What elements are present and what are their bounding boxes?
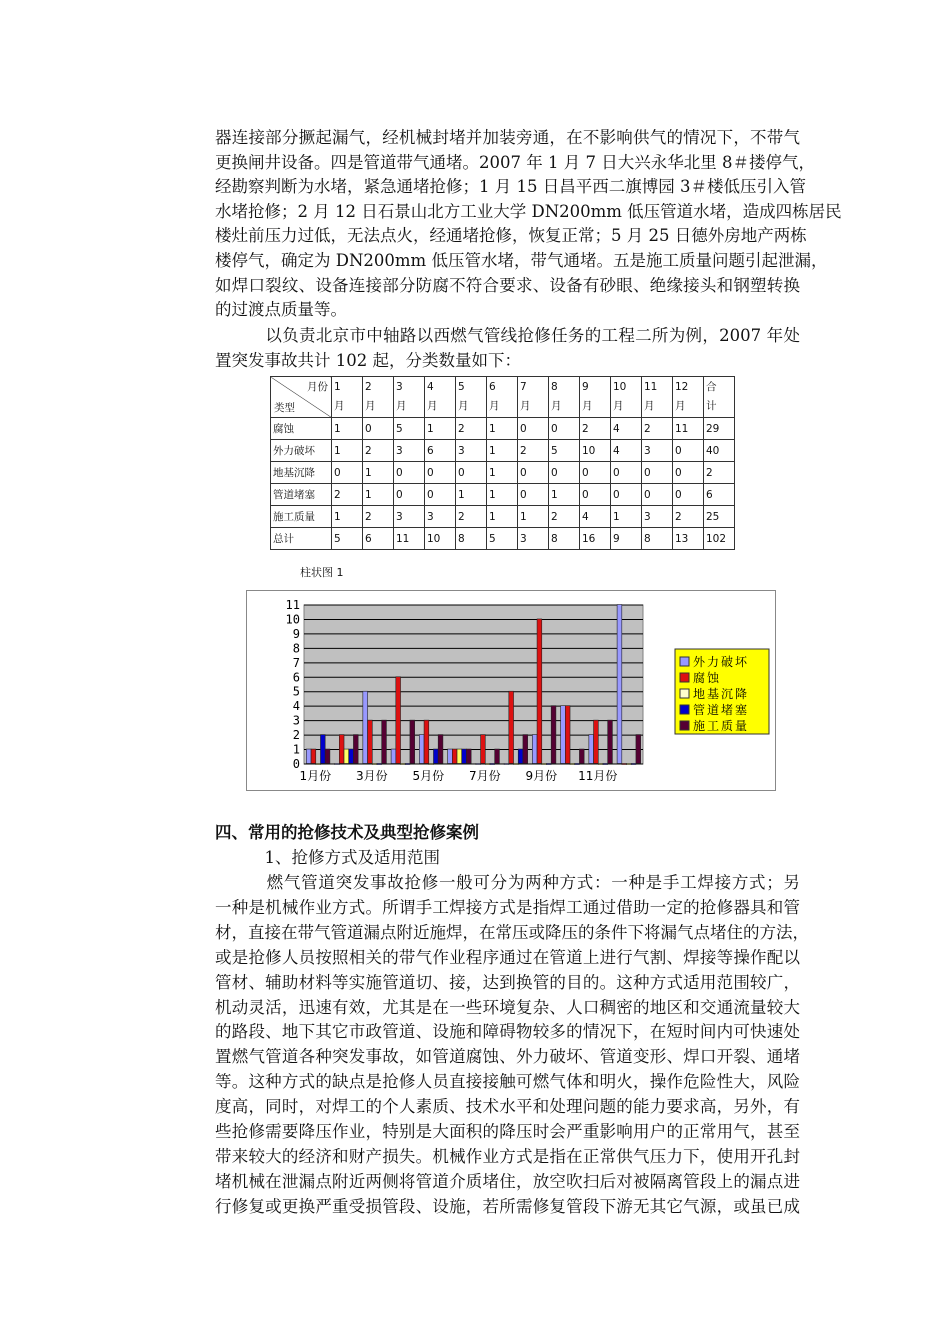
bar-腐蚀	[311, 749, 316, 763]
table-cell: 9	[611, 528, 642, 550]
table-cell: 2	[456, 418, 487, 440]
table-cell: 0	[611, 462, 642, 484]
bar-外力破坏	[504, 764, 509, 765]
table-cell: 2	[673, 506, 704, 528]
table-cell: 0	[549, 462, 580, 484]
table-cell: 0	[518, 484, 549, 506]
table-cell: 8	[642, 528, 673, 550]
chart-caption: 柱状图 1	[300, 566, 344, 579]
bar-地基沉降	[344, 749, 349, 763]
table-cell: 3	[394, 440, 425, 462]
text-line: 更换闸井设备。四是管道带气通堵。2007 年 1 月 7 日大兴永华北里 8＃搂停气，	[215, 152, 815, 172]
bar-外力破坏	[448, 749, 453, 763]
bar-外力破坏	[335, 764, 340, 765]
bar-外力破坏	[476, 764, 481, 765]
table-cell: 1	[363, 462, 394, 484]
table-cell: 2	[580, 418, 611, 440]
bar-腐蚀	[396, 677, 401, 764]
bar-管道堵塞	[320, 735, 325, 764]
table-cell: 1	[332, 506, 363, 528]
text-line: 堵机械在泄漏点附近两侧将管道介质堵住，放空吹扫后对被隔离管段上的漏点进	[215, 1171, 800, 1191]
text-line: 楼停气，确定为 DN200mm 低压管水堵，带气通堵。五是施工质量问题引起泄漏，	[215, 251, 828, 270]
bar-腐蚀	[509, 691, 514, 763]
bar-管道堵塞	[349, 749, 354, 763]
y-tick-label: 1	[292, 742, 300, 757]
table-cell: 10	[580, 440, 611, 462]
table-cell: 2	[456, 506, 487, 528]
corner-type-label: 类型	[274, 402, 295, 414]
bar-地基沉降	[457, 749, 462, 763]
text-line: 楼灶前压力过低，无法点火，经通堵抢修，恢复正常；5 月 25 日德外房地产两栋	[215, 226, 807, 246]
column-header: 1 月	[332, 377, 363, 418]
bar-外力破坏	[419, 735, 424, 764]
corner-month-label: 月份	[307, 381, 328, 393]
table-cell: 2	[549, 506, 580, 528]
table-cell: 1	[487, 418, 518, 440]
table-cell: 2	[642, 418, 673, 440]
table-cell: 5	[487, 528, 518, 550]
text-line: 机动灵活，迅速有效，尤其是在一些环境复杂、人口稠密的地区和交通流量较大	[215, 997, 800, 1017]
column-header: 8 月	[549, 377, 580, 418]
table-cell: 11	[673, 418, 704, 440]
table-cell: 0	[642, 484, 673, 506]
y-tick-label: 0	[292, 757, 300, 771]
y-tick-label: 5	[292, 684, 300, 699]
bar-管道堵塞	[546, 764, 551, 765]
table-cell: 5	[332, 528, 363, 550]
bar-地基沉降	[514, 764, 519, 765]
y-tick-label: 11	[285, 598, 300, 612]
bar-施工质量	[325, 749, 330, 763]
table-cell: 25	[704, 506, 735, 528]
bar-腐蚀	[594, 720, 599, 763]
text-line: 置燃气管道各种突发事故，如管道腐蚀、外力破坏、管道变形、焊口开裂、通堵	[215, 1047, 800, 1067]
table-cell: 0	[611, 484, 642, 506]
column-header: 9 月	[580, 377, 611, 418]
table-cell: 102	[704, 528, 735, 550]
table-cell: 0	[673, 462, 704, 484]
bar-地基沉降	[598, 764, 603, 765]
text-line: 如焊口裂纹、设备连接部分防腐不符合要求、设备有砂眼、绝缘接头和钢塑转换	[215, 275, 800, 295]
table-cell: 1	[549, 484, 580, 506]
bar-腐蚀	[368, 720, 373, 763]
table-cell: 2	[518, 440, 549, 462]
table-cell: 6	[363, 528, 394, 550]
table-cell: 6	[425, 440, 456, 462]
bar-腐蚀	[622, 764, 627, 765]
table-cell: 0	[518, 462, 549, 484]
text-line: 等。这种方式的缺点是抢修人员直接接触可燃气体和明火，操作危险性大，风险	[215, 1072, 800, 1092]
table-cell: 40	[704, 440, 735, 462]
table-cell: 1	[487, 440, 518, 462]
legend-swatch	[680, 673, 689, 682]
text-line: 燃气管道突发事故抢修一般可分为两种方式：一种是手工焊接方式；另	[215, 873, 800, 892]
bar-管道堵塞	[518, 749, 523, 763]
x-tick-label: 11月份	[578, 769, 618, 783]
table-cell: 0	[394, 462, 425, 484]
text-line: 一种是机械作业方式。所谓手工焊接方式是指焊工通过借助一定的抢修器具和管	[215, 897, 800, 917]
column-header: 5 月	[456, 377, 487, 418]
bar-施工质量	[466, 749, 471, 763]
table-cell: 1	[487, 484, 518, 506]
y-tick-label: 9	[292, 626, 300, 641]
incident-table	[270, 376, 735, 550]
table-cell: 0	[673, 484, 704, 506]
bar-地基沉降	[316, 764, 321, 765]
table-cell: 0	[456, 462, 487, 484]
row-type-cell: 总计	[271, 528, 332, 550]
chart-svg	[247, 591, 775, 790]
bar-施工质量	[608, 720, 613, 763]
table-cell: 1	[487, 506, 518, 528]
legend-label: 外力破坏	[693, 655, 750, 669]
table-cell: 3	[642, 440, 673, 462]
subsection-heading: 1、抢修方式及适用范围	[215, 848, 440, 867]
bar-地基沉降	[372, 764, 377, 765]
table-cell: 3	[425, 506, 456, 528]
bar-地基沉降	[542, 764, 547, 765]
bar-施工质量	[523, 735, 528, 764]
column-header: 7 月	[518, 377, 549, 418]
column-header: 10 月	[611, 377, 642, 418]
table-cell: 0	[332, 462, 363, 484]
table-cell: 1	[611, 506, 642, 528]
y-tick-label: 10	[285, 612, 300, 627]
bar-腐蚀	[452, 749, 457, 763]
bar-腐蚀	[481, 735, 486, 764]
bar-管道堵塞	[631, 764, 636, 765]
table-row	[271, 506, 735, 528]
text-line: 度高，同时，对焊工的个人素质、技术水平和处理问题的能力要求高，另外，有	[215, 1097, 800, 1117]
bar-外力破坏	[589, 735, 594, 764]
bar-地基沉降	[401, 764, 406, 765]
table-cell: 1	[332, 440, 363, 462]
legend-label: 地基沉降	[693, 687, 750, 701]
row-type-cell: 地基沉降	[271, 462, 332, 484]
table-cell: 0	[518, 418, 549, 440]
column-header: 合 计	[704, 377, 735, 418]
table-cell: 13	[673, 528, 704, 550]
table-cell: 5	[549, 440, 580, 462]
table-cell: 3	[394, 506, 425, 528]
bar-腐蚀	[537, 619, 542, 764]
row-type-cell: 外力破坏	[271, 440, 332, 462]
text-line: 以负责北京市中轴路以西燃气管线抢修任务的工程二所为例，2007 年处	[215, 326, 800, 345]
table-cell: 2	[704, 462, 735, 484]
text-line: 带来较大的经济和财产损失。机械作业方式是指在正常供气压力下，使用开孔封	[215, 1146, 800, 1166]
table-row	[271, 484, 735, 506]
table-cell: 4	[611, 440, 642, 462]
table-cell: 0	[394, 484, 425, 506]
column-header: 4 月	[425, 377, 456, 418]
table-row	[271, 418, 735, 440]
y-tick-label: 8	[292, 641, 300, 656]
table-cell: 10	[425, 528, 456, 550]
bar-管道堵塞	[462, 749, 467, 763]
bar-施工质量	[382, 720, 387, 763]
table-cell: 4	[611, 418, 642, 440]
legend-swatch	[680, 721, 689, 730]
column-header: 12 月	[673, 377, 704, 418]
bar-管道堵塞	[405, 764, 410, 765]
bar-外力破坏	[363, 691, 368, 763]
bar-腐蚀	[339, 735, 344, 764]
table-cell: 1	[363, 484, 394, 506]
table-cell: 0	[363, 418, 394, 440]
bar-管道堵塞	[490, 764, 495, 765]
legend-swatch	[680, 689, 689, 698]
bar-施工质量	[410, 720, 415, 763]
table-cell: 3	[642, 506, 673, 528]
table-cell: 4	[580, 506, 611, 528]
bar-外力破坏	[617, 605, 622, 764]
table-header-row	[271, 377, 735, 418]
bar-地基沉降	[627, 764, 632, 765]
bar-外力破坏	[306, 749, 311, 763]
table-cell: 8	[456, 528, 487, 550]
bar-管道堵塞	[575, 764, 580, 765]
text-line: 材，直接在带气管道漏点附近施焊，在常压或降压的条件下将漏气点堵住的方法，	[215, 922, 809, 942]
legend-label: 管道堵塞	[693, 703, 750, 717]
bar-施工质量	[438, 735, 443, 764]
table-row	[271, 462, 735, 484]
row-type-cell: 施工质量	[271, 506, 332, 528]
corner-header-cell	[271, 377, 332, 418]
table-cell: 1	[487, 462, 518, 484]
table-cell: 0	[673, 440, 704, 462]
text-line: 管材、辅助材料等实施管道切、接，达到换管的目的。这种方式适用范围较广，	[215, 972, 800, 992]
table-cell: 1	[332, 418, 363, 440]
text-line: 水堵抢修；2 月 12 日石景山北方工业大学 DN200mm 低压管道水堵，造成四栋居民	[215, 201, 842, 221]
table-cell: 0	[580, 462, 611, 484]
row-type-cell: 腐蚀	[271, 418, 332, 440]
bar-管道堵塞	[433, 749, 438, 763]
table-cell: 3	[518, 528, 549, 550]
table-cell: 0	[425, 484, 456, 506]
y-tick-label: 4	[292, 699, 300, 714]
bar-施工质量	[579, 749, 584, 763]
x-tick-label: 9月份	[525, 769, 558, 783]
table-cell: 29	[704, 418, 735, 440]
legend-swatch	[680, 705, 689, 714]
text-line: 或是抢修人员按照相关的带气作业程序通过在管道上进行气割、焊接等操作配以	[215, 947, 800, 967]
x-tick-label: 5月份	[412, 769, 445, 783]
bar-chart	[246, 590, 776, 791]
table-cell: 2	[363, 506, 394, 528]
table-row	[271, 528, 735, 550]
y-tick-label: 2	[292, 728, 300, 743]
table-cell: 1	[425, 418, 456, 440]
bar-施工质量	[353, 735, 358, 764]
y-tick-label: 7	[292, 655, 300, 670]
column-header: 3 月	[394, 377, 425, 418]
table-cell: 0	[580, 484, 611, 506]
bar-外力破坏	[391, 749, 396, 763]
text-line: 些抢修需要降压作业，特别是大面积的降压时会严重影响用户的正常用气，甚至	[215, 1122, 800, 1141]
bar-施工质量	[495, 749, 500, 763]
legend-label: 腐蚀	[693, 671, 722, 685]
column-header: 11 月	[642, 377, 673, 418]
column-header: 6 月	[487, 377, 518, 418]
text-line: 器连接部分撅起漏气，经机械封堵并加装旁通，在不影响供气的情况下，不带气	[215, 128, 800, 147]
bar-管道堵塞	[377, 764, 382, 765]
text-line: 置突发事故共计 102 起，分类数量如下：	[215, 350, 521, 370]
bar-管道堵塞	[603, 764, 608, 765]
table-row	[271, 440, 735, 462]
text-line: 行修复或更换严重受损管段、设施，若所需修复管段下游无其它气源，或虽已成	[215, 1196, 800, 1216]
bar-地基沉降	[485, 764, 490, 765]
table-cell: 2	[332, 484, 363, 506]
legend-label: 施工质量	[693, 719, 750, 733]
text-line: 的路段、地下其它市政管道、设施和障碍物较多的情况下，在短时间内可快速处	[215, 1022, 800, 1042]
bar-地基沉降	[429, 764, 434, 765]
column-header: 2 月	[363, 377, 394, 418]
table-cell: 16	[580, 528, 611, 550]
bar-外力破坏	[561, 706, 566, 764]
table-cell: 2	[363, 440, 394, 462]
table-cell: 1	[518, 506, 549, 528]
row-type-cell: 管道堵塞	[271, 484, 332, 506]
legend-swatch	[680, 657, 689, 666]
bar-腐蚀	[565, 706, 570, 764]
table-cell: 11	[394, 528, 425, 550]
table-cell: 8	[549, 528, 580, 550]
bar-外力破坏	[532, 735, 537, 764]
table-cell: 0	[425, 462, 456, 484]
table-cell: 0	[642, 462, 673, 484]
bar-施工质量	[551, 706, 556, 764]
x-tick-label: 3月份	[355, 769, 388, 783]
y-tick-label: 6	[292, 670, 300, 685]
x-tick-label: 7月份	[468, 769, 501, 783]
table-cell: 5	[394, 418, 425, 440]
text-line: 的过渡点质量等。	[215, 300, 347, 320]
bar-施工质量	[636, 735, 641, 764]
section-heading: 四、常用的抢修技术及典型抢修案例	[215, 823, 479, 842]
text-line: 经勘察判断为水堵，紧急通堵抢修；1 月 15 日昌平西二旗博园 3＃楼低压引入管	[215, 177, 806, 197]
table-cell: 1	[456, 484, 487, 506]
bar-地基沉降	[570, 764, 575, 765]
bar-腐蚀	[424, 720, 429, 763]
y-tick-label: 3	[292, 713, 300, 728]
x-tick-label: 1月份	[299, 769, 332, 783]
table-cell: 3	[456, 440, 487, 462]
table-cell: 6	[704, 484, 735, 506]
table-cell: 0	[549, 418, 580, 440]
